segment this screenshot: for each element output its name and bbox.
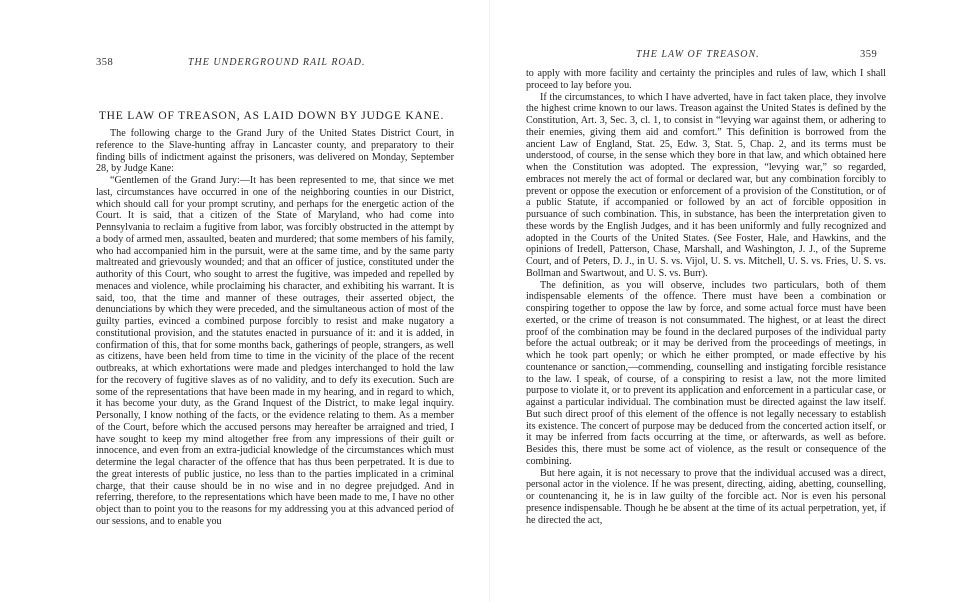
right-text-column bbox=[526, 68, 886, 526]
left-page-number: 358 bbox=[96, 57, 114, 68]
left-text-column bbox=[96, 128, 454, 528]
charge-paragraph: “Gentlemen of the Grand Jury:—It has been represented to me, that since we met last, circumstances have occurred in one of the neighboring counties in our District, which should call for your prompt scrutiny, and perhaps for the energetic action of the Court. It is said, that a citizen of the State of Maryland, who had come into Pennsylvania to reclaim a fugitive from labor, was forcibly obstructed in the attempt by a body of armed men, assaulted, beaten and murdered; that some members of his family, who had accompanied him in the pursuit, were at the same time, and by the same party maltreated and grievously wounded; and that an officer of justice, constituted under the authority of this Court, who sought to arrest the fugitive, was impeded and repelled by menaces and violence, while proclaiming his character, and exhibiting his warrant. It is said, too, that the time and manner of these outrages, their asserted object, the denunciations by which they were preceded, and the simultaneous action of most of the guilty parties, evinced a combined purpose forcibly to resist and make nugatory a constitutional provision, and the statutes enacted in pursuance of it: and it is added, in confirmation of this, that for some months back, gatherings of people, strangers, as well as citizens, have been held from time to time in the vicinity of the place of the recent outbreaks, at which exhortations were made and pledges interchanged to hold the law for the recovery of fugitive slaves as of no validity, and to defy its execution. Such are some of the representations that have been made in my hearing, and in regard to which, it has become your duty, as the Grand Inquest of the District, to make legal inquiry. Personally, I know nothing of the facts, or the evidence relating to them. As a member of the Court, before which the accused persons may hereafter be arraigned and tried, I have sought to keep my mind altogether free from any impressions of their guilt or innocence, and even from an extra-judicial knowledge of the circumstances which must determine the legal character of the offence that has thus been perpetrated. It is due to the great interests of public justice, no less than to the parties implicated in a criminal charge, that their cause should be in no wise and in no degree prejudged. And in referring, therefore, to the representations which have been made to me, I have no other object than to point you to the reasons for my addressing you at this advanced period of our sessions, and to enable you bbox=[96, 175, 454, 527]
right-running-head: THE LAW OF TREASON. bbox=[636, 49, 760, 60]
accessory-paragraph: But here again, it is not necessary to prove that the individual accused was a direct, personal actor in the violence. If he was present, directing, aiding, abetting, counselling, or countenancing it, he is in law guilty of the forcible act. Nor is even his personal presence indispensable. Though he be absent at the time of its actual perpetration, yet, if he directed the act, bbox=[526, 467, 886, 526]
right-page-number: 359 bbox=[860, 49, 878, 60]
treason-definition-paragraph: If the circumstances, to which I have adverted, have in fact taken place, they involve the highest crime known to our laws. Treason against the United States is defined by the Constitution, Art. 3, Sec. 3, cl. 1, to consist in “levying war against them, or adhering to their enemies, giving them aid and comfort.” This definition is borrowed from the ancient Law of England, Stat. 25, Edw. 3, Stat. 5, Chap. 2, and its terms must be understood, of course, in the sense which they bore in that law, and which obtained here when the Constitution was adopted. The expression, “levying war,” so regarded, embraces not merely the act of formal or declared war, but any combination forcibly to prevent or oppose the execution or enforcement of a provision of the Constitution, or of a public Statute, if accompanied or followed by an act of forcible opposition in pursuance of such combination. This, in substance, has been the interpretation given to these words by the English Judges, and it has been uniformly and fully recognized and adopted in the Courts of the United States. (See Foster, Hale, and Hawkins, and the opinions of Iredell, Patterson, Chase, Marshall, and Washington, J. J., of the Supreme Court, and of Peters, D. J., in U. S. vs. Vijol, U. S. vs. Mitchell, U. S. vs. Fries, U. S. vs. Bollman and Swartwout, and U. S. vs. Burr). bbox=[526, 91, 886, 279]
right-page bbox=[490, 0, 980, 602]
intro-paragraph: The following charge to the Grand Jury of the United States District Court, in reference to the Slave-hunting affray in Lancaster county, and preparatory to their finding bills of indictment against the prisoners, was delivered on Monday, September 28, by Judge Kane: bbox=[96, 128, 454, 175]
left-running-head: THE UNDERGROUND RAIL ROAD. bbox=[188, 57, 366, 68]
continuation-paragraph: to apply with more facility and certainty the principles and rules of law, which I shall proceed to lay before you. bbox=[526, 68, 886, 91]
chapter-title: THE LAW OF TREASON, AS LAID DOWN BY JUDGE KANE. bbox=[98, 110, 445, 122]
elements-paragraph: The definition, as you will observe, includes two particulars, both of them indispensable elements of the offence. There must have been a combination or conspiring together to oppose the law by force, and some actual force must have been exerted, or the crime of treason is not consummated. The highest, or at least the direct proof of the combination may be found in the declared purposes of the individual party before the actual outbreak; or it may be derived from the proceedings of meetings, in which he took part openly; or which he either prompted, or made effective by his countenance or sanction,—commending, counselling and instigating forcible resistance to the law. I speak, of course, of a conspiring to resist a law, not the more limited purpose to violate it, or to prevent its application and enforcement in a particular case, or against a particular individual. The combination must be directed against the law itself. But such direct proof of this element of the offence is not legally necessary to establish its existence. The concert of purpose may be deduced from the concerted action itself, or it may be inferred from facts occurring at the time, or afterwards, as well as before. Besides this, there must be some act of violence, as the result or consequence of the combining. bbox=[526, 279, 886, 467]
